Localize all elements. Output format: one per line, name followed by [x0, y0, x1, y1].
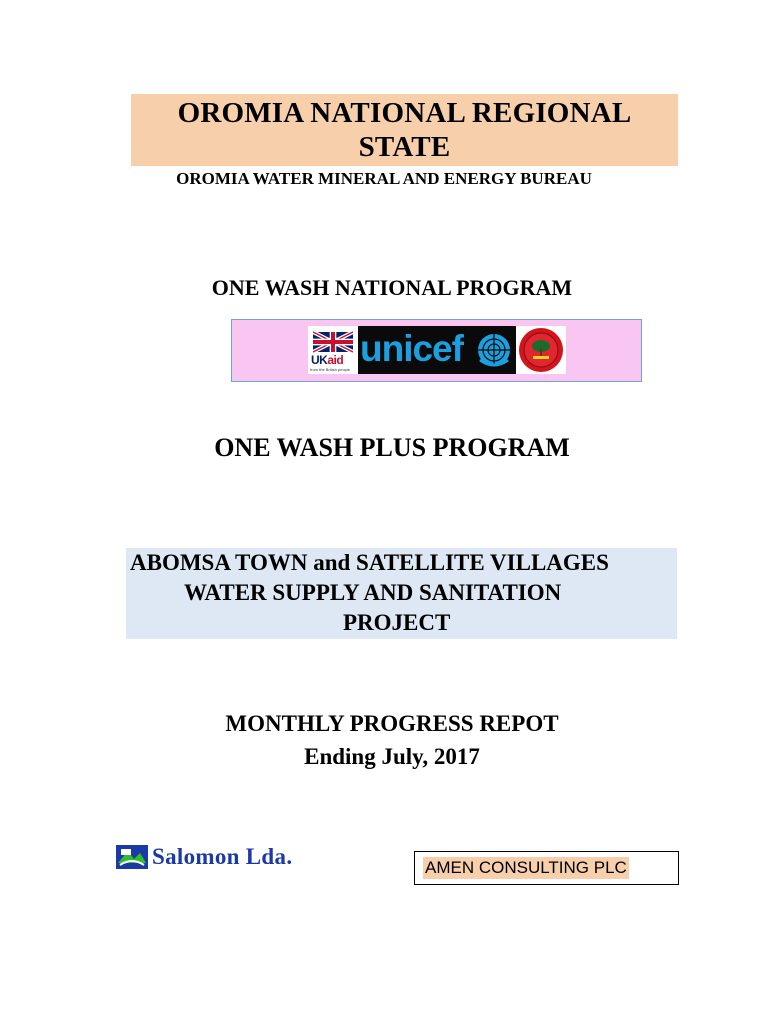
- title-line-1: OROMIA NATIONAL REGIONAL: [177, 97, 632, 129]
- unicef-logo: [358, 326, 516, 374]
- report-period: Ending July, 2017: [304, 744, 480, 769]
- project-title-box: [126, 548, 677, 639]
- uk-flag-icon: [313, 329, 353, 355]
- title-line-2: STATE: [358, 131, 451, 163]
- program-plus-heading: ONE WASH PLUS PROGRAM: [214, 433, 570, 462]
- partner-logos-strip: [308, 326, 566, 374]
- program-national-heading: ONE WASH NATIONAL PROGRAM: [211, 275, 573, 300]
- partner-logos-panel: [231, 319, 642, 382]
- amen-consulting-box: [414, 851, 679, 885]
- bureau-subtitle: OROMIA WATER MINERAL AND ENERGY BUREAU: [176, 169, 592, 188]
- report-title: MONTHLY PROGRESS REPOT: [225, 711, 559, 736]
- salomon-name: Salomon Lda.: [152, 844, 293, 869]
- project-title-line-1: ABOMSA TOWN and SATELLITE VILLAGES: [130, 550, 609, 575]
- ukaid-wordmark: UKaid: [311, 353, 344, 367]
- report-heading: [0, 707, 768, 773]
- salomon-mark-icon: [116, 845, 148, 869]
- salomon-logo: [116, 843, 292, 871]
- unicef-globe-icon: [474, 330, 514, 370]
- oromia-seal-icon: [516, 326, 566, 374]
- title-banner: [131, 94, 678, 166]
- project-title-line-3: PROJECT: [343, 610, 451, 635]
- oromia-seal-logo: [516, 326, 566, 374]
- ukaid-tagline: from the British people: [310, 367, 351, 372]
- unicef-wordmark: unicef: [360, 328, 463, 369]
- project-title-line-2: WATER SUPPLY AND SANITATION: [184, 580, 562, 605]
- amen-consulting-name: AMEN CONSULTING PLC: [425, 858, 627, 877]
- ukaid-logo: [308, 326, 358, 374]
